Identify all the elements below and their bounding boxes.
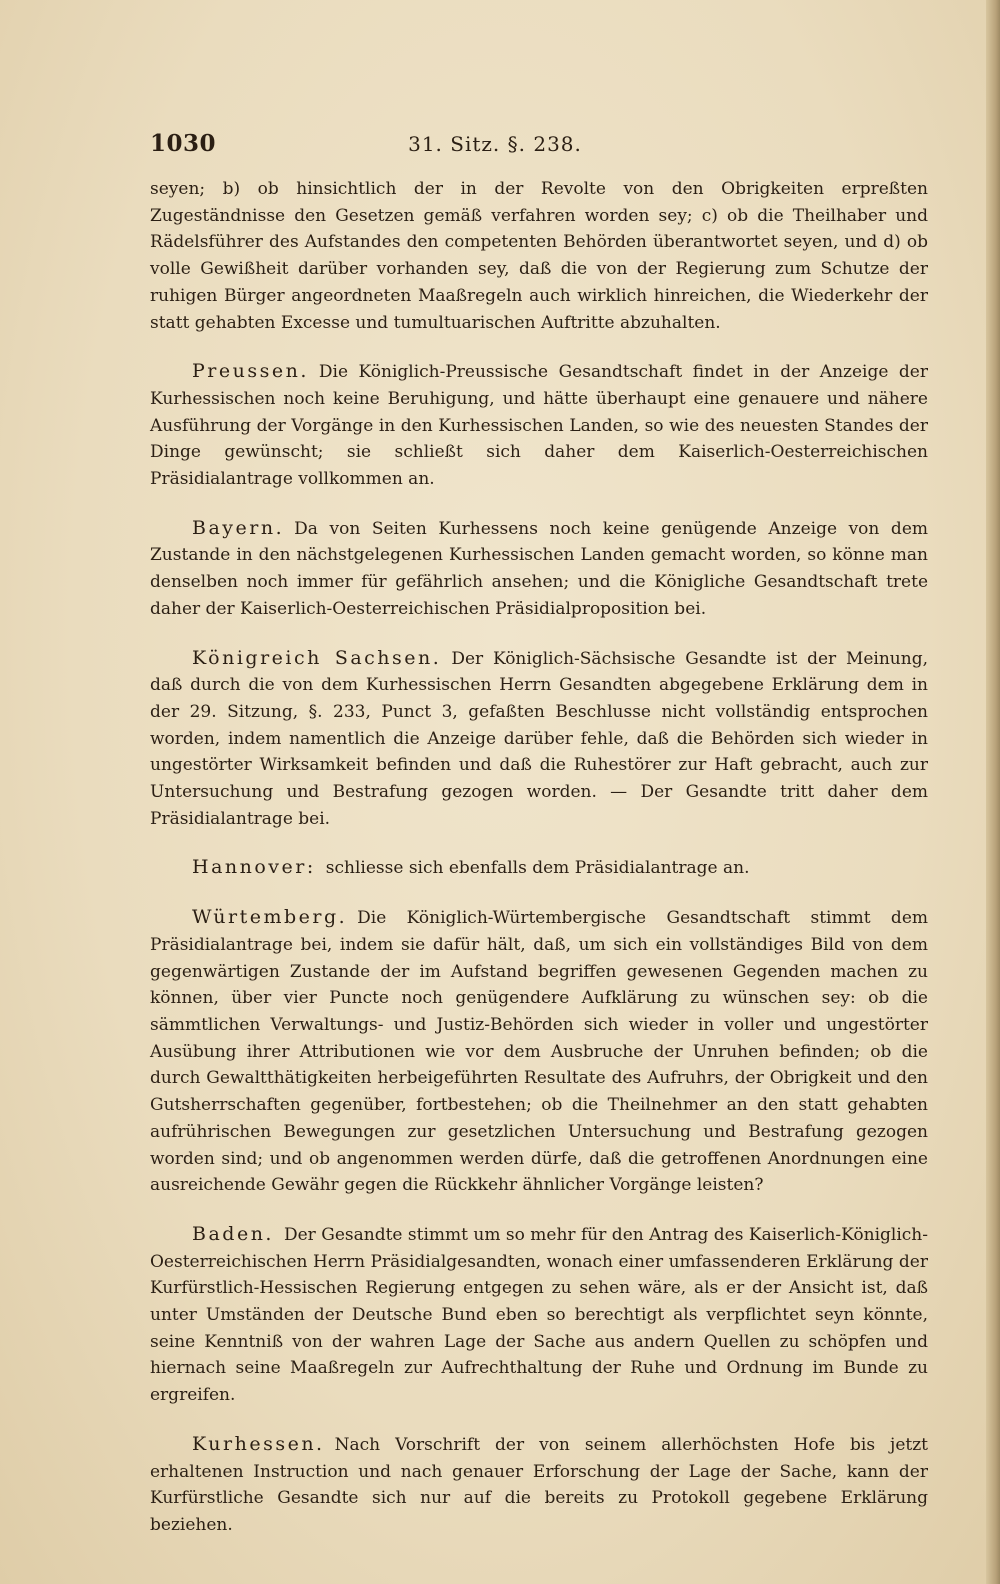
paragraph-text: Die Königlich-Würtembergische Gesandtschaft stimmt dem Präsidialantrage bei, indem sie dafür hält, daß, um sich ein vollständiges Bild von dem gegenwärtigen Zustande der im Aufstand begriffen gewesenen Gegenden machen zu können, über vier Puncte noch genügendere Aufklärung zu wünschen sey: ob die sämmtlichen Verwaltungs- und Justiz-Behörden sich wieder in voller und ungestörter Ausübung ihrer Attributionen wie vor dem Ausbruche der Unruhen befinden; ob die durch Gewaltthätigkeiten herbeigeführten Resultate des Aufruhrs, der Obrigkeit und den Gutsherrschaften gegenüber, fortbestehen; ob die Theilnehmer an den statt gehabten aufrührischen Bewegungen zur gesetzlichen Untersuchung und Bestrafung gezogen worden sind; und ob angenommen werden dürfe, daß die getroffenen Anordnungen eine ausreichende Gewähr gegen die Rückkehr ähnlicher Vorgänge leisten? <box>150 908 928 1196</box>
paragraph-text: Da von Seiten Kurhessens noch keine genügende Anzeige von dem Zustande in den nächstgelegenen Kurhessischen Landen gemacht worden, so könne man denselben noch immer für gefährlich ansehen; und die Königliche Gesandtschaft trete daher der Kaiserlich-Oesterreichischen Präsidialproposition bei. <box>150 518 928 619</box>
paragraph-text: Der Königlich-Sächsische Gesandte ist der Meinung, daß durch die von dem Kurhessischen Herrn Gesandten abgegebene Erklärung dem in der 29. Sitzung, §. 233, Punct 3, gefaßten Beschlusse nicht vollständig entsprochen worden, indem namentlich die Anzeige darüber fehle, daß die Behörden sich wieder in ungestörter Wirksamkeit befinden und daß die Ruhestörer zur Haft gebracht, auch zur Untersuchung und Bestrafung gezogen worden. — Der Gesandte tritt daher dem Präsidialantrage bei. <box>150 648 928 829</box>
state-name: Bayern. <box>192 516 285 539</box>
page-edge-shadow <box>986 0 1000 1584</box>
state-name: Baden. <box>192 1222 274 1245</box>
page-header <box>150 130 840 166</box>
state-name: Preussen. <box>192 360 309 383</box>
paragraph-text: seyen; b) ob hinsichtlich der in der Revolte von den Obrigkeiten erpreßten Zugeständnisse den Gesetzen gemäß verfahren worden sey; c) ob die Theilhaber und Rädelsführer des Aufstandes den competenten Behörden überantwortet seyen, und d) ob volle Gewißheit darüber vorhanden sey, daß die von der Regierung zum Schutze der ruhigen Bürger angeordneten Maaßregeln auch wirklich hinreichen, die Wiederkehr der statt gehabten Excesse und tumultuarischen Auftritte abzuhalten. <box>150 179 928 333</box>
vote-paragraph-bayern <box>150 515 928 623</box>
vote-paragraph-preussen <box>150 358 928 493</box>
vote-paragraph-hannover <box>150 854 928 882</box>
vote-paragraph-wuertemberg <box>150 904 928 1199</box>
vote-paragraph-kurhessen <box>150 1431 928 1539</box>
paragraph-text: schliesse sich ebenfalls dem Präsidialantrage an. <box>325 858 750 879</box>
page-body <box>150 176 928 1561</box>
vote-paragraph-sachsen <box>150 645 928 833</box>
paragraph-text: Nach Vorschrift der von seinem allerhöchsten Hofe bis jetzt erhaltenen Instruction und nach genauer Erforschung der Lage der Sache, kann der Kurfürstliche Gesandte sich nur auf die bereits zu Protokoll gegebene Erklärung beziehen. <box>150 1434 928 1535</box>
state-name: Hannover: <box>192 856 316 879</box>
state-name: Würtemberg. <box>192 906 348 929</box>
page-number: 1030 <box>150 130 217 157</box>
vote-paragraph-baden <box>150 1221 928 1409</box>
state-name: Königreich Sachsen. <box>192 646 442 669</box>
state-name: Kurhessen. <box>192 1432 325 1455</box>
running-head: 31. Sitz. §. 238. <box>408 132 582 156</box>
paragraph-text: Die Königlich-Preussische Gesandtschaft findet in der Anzeige der Kurhessischen noch keine Beruhigung, und hätte überhaupt eine genauere und nähere Ausführung der Vorgänge in den Kurhessischen Landen, so wie des neuesten Standes der Dinge gewünscht; sie schließt sich daher dem Kaiserlich-Oesterreichischen Präsidialantrage vollkommen an. <box>150 362 928 490</box>
paragraph-continuation <box>150 176 928 336</box>
paragraph-text: Der Gesandte stimmt um so mehr für den Antrag des Kaiserlich-Königlich-Oesterreichischen Herrn Präsidialgesandten, wonach einer umfassenderen Erklärung der Kurfürstlich-Hessischen Regierung entgegen zu sehen wäre, als er der Ansicht ist, daß unter Umständen der Deutsche Bund eben so berechtigt als verpflichtet seyn könnte, seine Kenntniß von der wahren Lage der Sache aus andern Quellen zu schöpfen und hiernach seine Maaßregeln zur Aufrechthaltung der Ruhe und Ordnung im Bunde zu ergreifen. <box>150 1224 928 1406</box>
